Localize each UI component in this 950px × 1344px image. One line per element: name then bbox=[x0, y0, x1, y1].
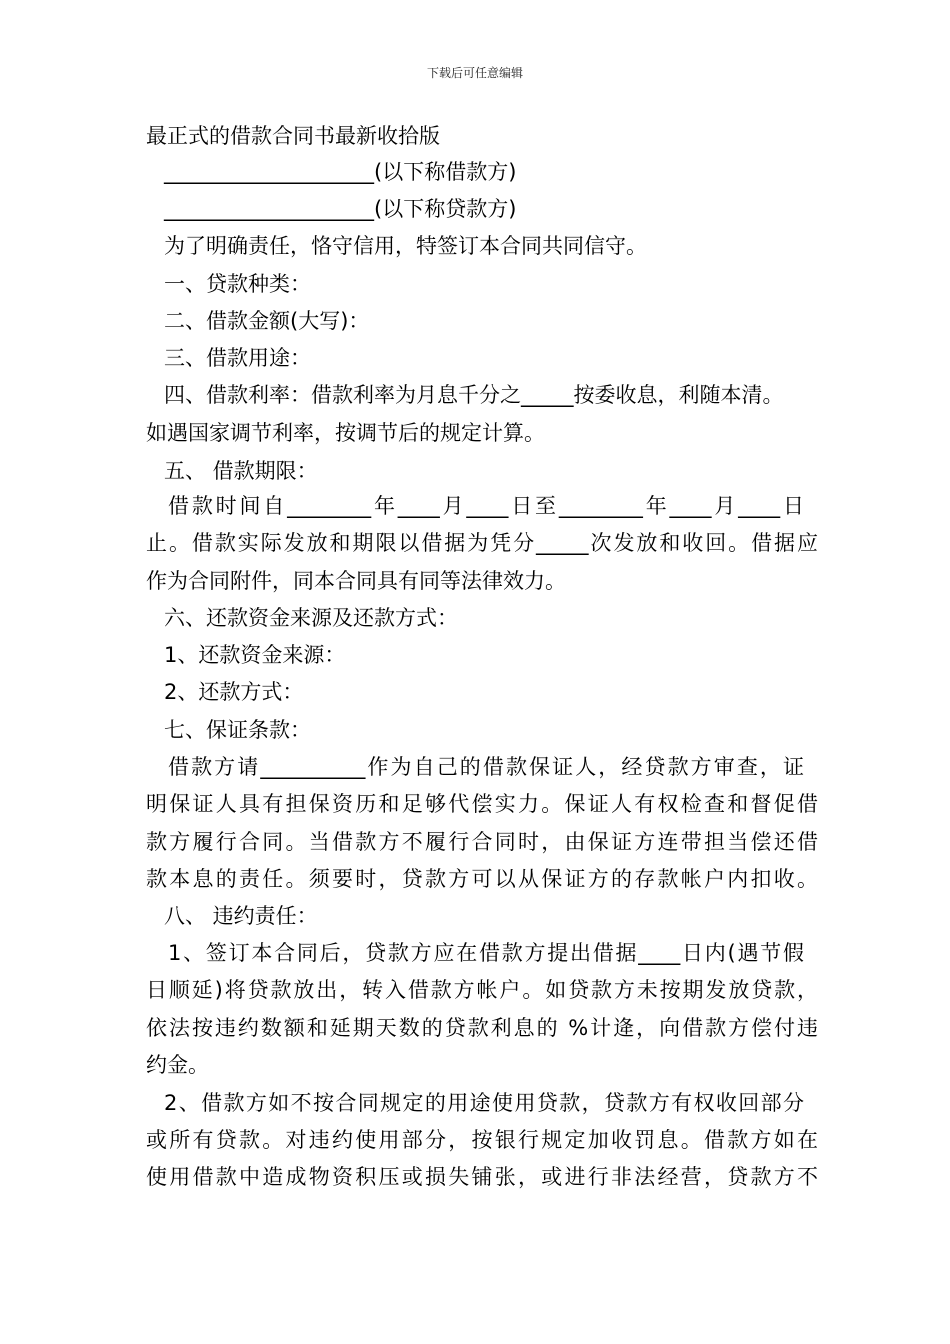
section-8-item-2-line: 或所有贷款。对违约使用部分，按银行规定加收罚息。借款方如在 bbox=[146, 1128, 818, 1152]
section-8-item-2-line: 2、借款方如不按合同规定的用途使用贷款，贷款方有权收回部分 bbox=[164, 1091, 804, 1115]
section-5-paragraph-line: 止。借款实际发放和期限以借据为凭分_____次发放和收回。借据应 bbox=[146, 531, 818, 555]
section-7-paragraph-line: 款本息的责任。须要时，贷款方可以从保证方的存款帐户内扣收。 bbox=[146, 867, 818, 891]
section-8-heading: 八、 违约责任： bbox=[164, 904, 318, 928]
section-7-paragraph-line: 借款方请__________作为自己的借款保证人，经贷款方审查，证 bbox=[168, 755, 804, 779]
section-5-heading: 五、 借款期限： bbox=[164, 459, 318, 483]
section-7-heading: 七、保证条款： bbox=[164, 718, 311, 742]
section-4-paragraph-line: 如遇国家调节利率，按调节后的规定计算。 bbox=[146, 421, 545, 445]
section-3-heading: 三、借款用途： bbox=[164, 346, 311, 370]
section-4-paragraph-line: 四、借款利率：借款利率为月息千分之_____按委收息，利随本清。 bbox=[164, 383, 784, 407]
party-lender-line: ____________________(以下称贷款方) bbox=[164, 197, 517, 221]
section-1-heading: 一、贷款种类： bbox=[164, 272, 311, 296]
section-6-item-1: 1、还款资金来源： bbox=[164, 643, 346, 667]
section-5-paragraph-line: 借款时间自________年____月____日至________年____月____日 bbox=[168, 494, 804, 518]
section-8-item-1-line: 约金。 bbox=[146, 1053, 209, 1077]
section-8-item-2-line: 使用借款中造成物资积压或损失铺张，或进行非法经营，贷款方不 bbox=[146, 1165, 818, 1189]
party-borrower-line: ____________________(以下称借款方) bbox=[164, 160, 517, 184]
section-2-heading: 二、借款金额(大写)： bbox=[164, 309, 370, 333]
section-5-paragraph-line: 作为合同附件，同本合同具有同等法律效力。 bbox=[146, 569, 566, 593]
section-8-item-1-line: 日顺延)将贷款放出，转入借款方帐户。如贷款方未按期发放贷款， bbox=[146, 978, 818, 1002]
section-7-paragraph-line: 明保证人具有担保资历和足够代偿实力。保证人有权检查和督促借 bbox=[146, 792, 818, 816]
section-6-item-2: 2、还款方式： bbox=[164, 680, 304, 704]
section-6-heading: 六、还款资金来源及还款方式： bbox=[164, 606, 458, 630]
document-title: 最正式的借款合同书最新收拾版 bbox=[146, 124, 440, 148]
preamble: 为了明确责任，恪守信用，特签订本合同共同信守。 bbox=[164, 234, 647, 258]
section-8-item-1-line: 依法按违约数额和延期天数的贷款利息的 %计逄，向借款方偿付违 bbox=[146, 1016, 818, 1040]
section-7-paragraph-line: 款方履行合同。当借款方不履行合同时，由保证方连带担当偿还借 bbox=[146, 830, 818, 854]
page-header: 下载后可任意编辑 bbox=[426, 66, 523, 80]
section-8-item-1-line: 1、签订本合同后，贷款方应在借款方提出借据____日内(遇节假 bbox=[168, 941, 804, 965]
